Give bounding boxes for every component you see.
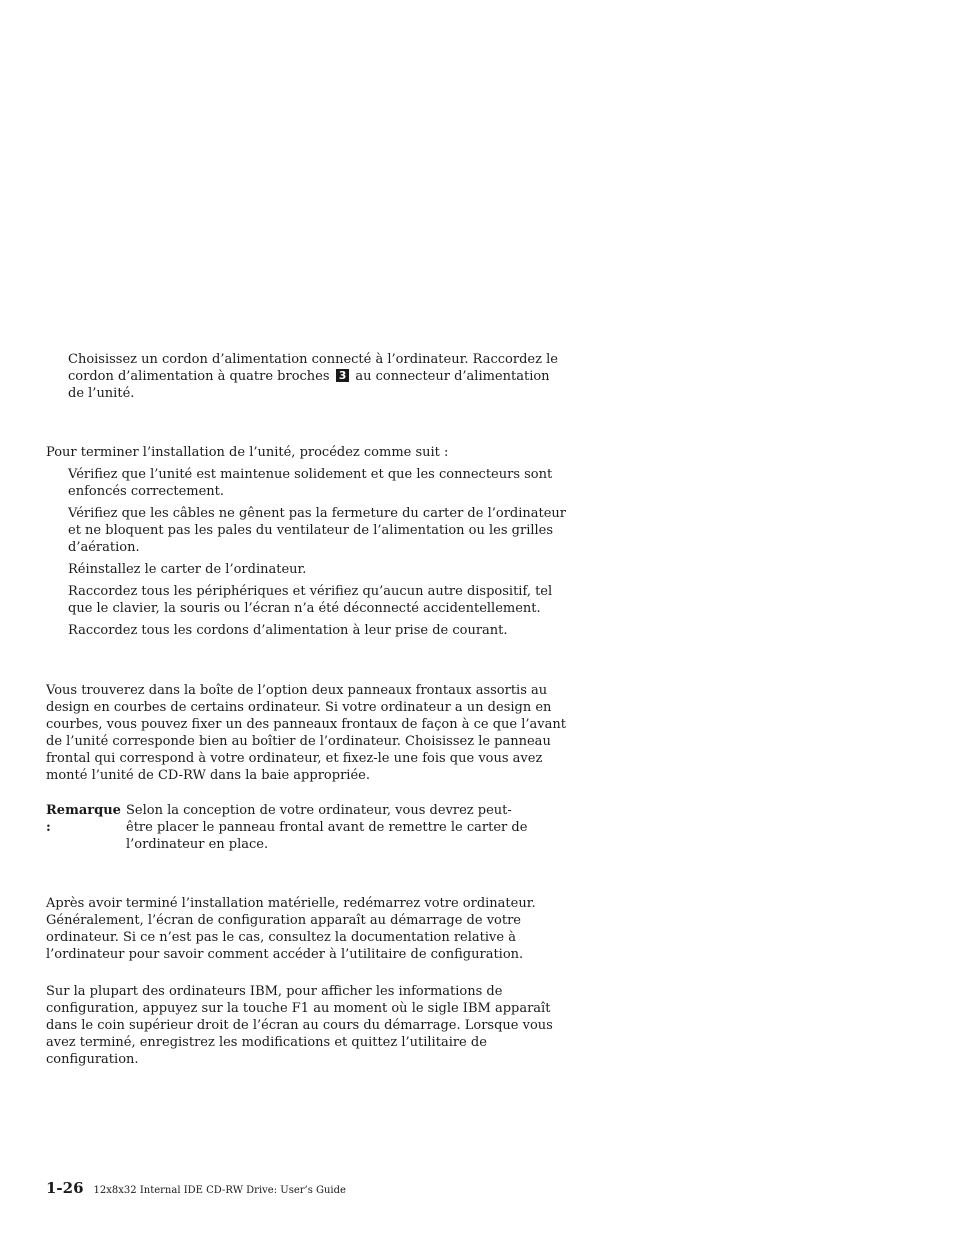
note-text: Selon la conception de votre ordinateur, vous devrez peut-être placer le panneau frontal avant de remettre le carter de l’ordinateur en place. bbox=[126, 803, 528, 852]
finish-step: Raccordez tous les périphériques et vérifiez qu’aucun autre dispositif, tel que le clavier, la souris ou l’écran n’a été déconnecté accidentellement. bbox=[68, 584, 553, 616]
finish-steps-list bbox=[68, 466, 568, 644]
guide-title: 12x8x32 Internal IDE CD-RW Drive: User’s Guide bbox=[93, 1185, 346, 1196]
power-cord-text-before: Choisissez un cordon d’alimentation connecté à l’ordinateur. Raccordez le cordon d’alimentation à quatre broches bbox=[68, 352, 558, 384]
note-block bbox=[46, 802, 566, 853]
page-footer bbox=[46, 1180, 346, 1199]
ibm-setup-paragraph: Sur la plupart des ordinateurs IBM, pour afficher les informations de configuration, appuyez sur la touche F1 au moment où le sigle IBM apparaît dans le coin supérieur droit de l’écran au cours du démarrage. Lorsque vous avez terminé, enregistrez les modifications et quittez l’utilitaire de configuration. bbox=[46, 984, 553, 1067]
finish-step: Vérifiez que l’unité est maintenue solidement et que les connecteurs sont enfoncés correctement. bbox=[68, 467, 553, 499]
restart-paragraph: Après avoir terminé l’installation matérielle, redémarrez votre ordinateur. Généralement, l’écran de configuration apparaît au démarrage de votre ordinateur. Si ce n’est pas le cas, consultez la documentation relative à l’ordinateur pour savoir comment accéder à l’utilitaire de configuration. bbox=[46, 896, 536, 962]
note-label: Remarque : bbox=[46, 803, 121, 835]
finish-installation-intro: Pour terminer l’installation de l’unité, procédez comme suit : bbox=[46, 445, 449, 460]
page-number: 1-26 bbox=[46, 1179, 84, 1197]
power-cord-paragraph bbox=[68, 351, 568, 402]
finish-step: Vérifiez que les câbles ne gênent pas la fermeture du carter de l’ordinateur et ne bloquent pas les pales du ventilateur de l’alimentation ou les grilles d’aération. bbox=[68, 506, 567, 555]
power-cord-text-after: au connecteur d’alimentation de l’unité. bbox=[68, 369, 550, 401]
finish-step: Raccordez tous les cordons d’alimentation à leur prise de courant. bbox=[68, 623, 508, 638]
finish-step: Réinstallez le carter de l’ordinateur. bbox=[68, 562, 307, 577]
callout-number-badge: 3 bbox=[336, 369, 350, 382]
front-panels-paragraph: Vous trouverez dans la boîte de l’option deux panneaux frontaux assortis au design en courbes de certains ordinateur. Si votre ordinateur a un design en courbes, vous pouvez fixer un des panneaux frontaux de façon à ce que l’avant de l’unité corresponde bien au boîtier de l’ordinateur. Choisissez le panneau frontal qui correspond à votre ordinateur, et fixez-le une fois que vous avez monté l’unité de CD-RW dans la baie appropriée. bbox=[46, 683, 566, 783]
